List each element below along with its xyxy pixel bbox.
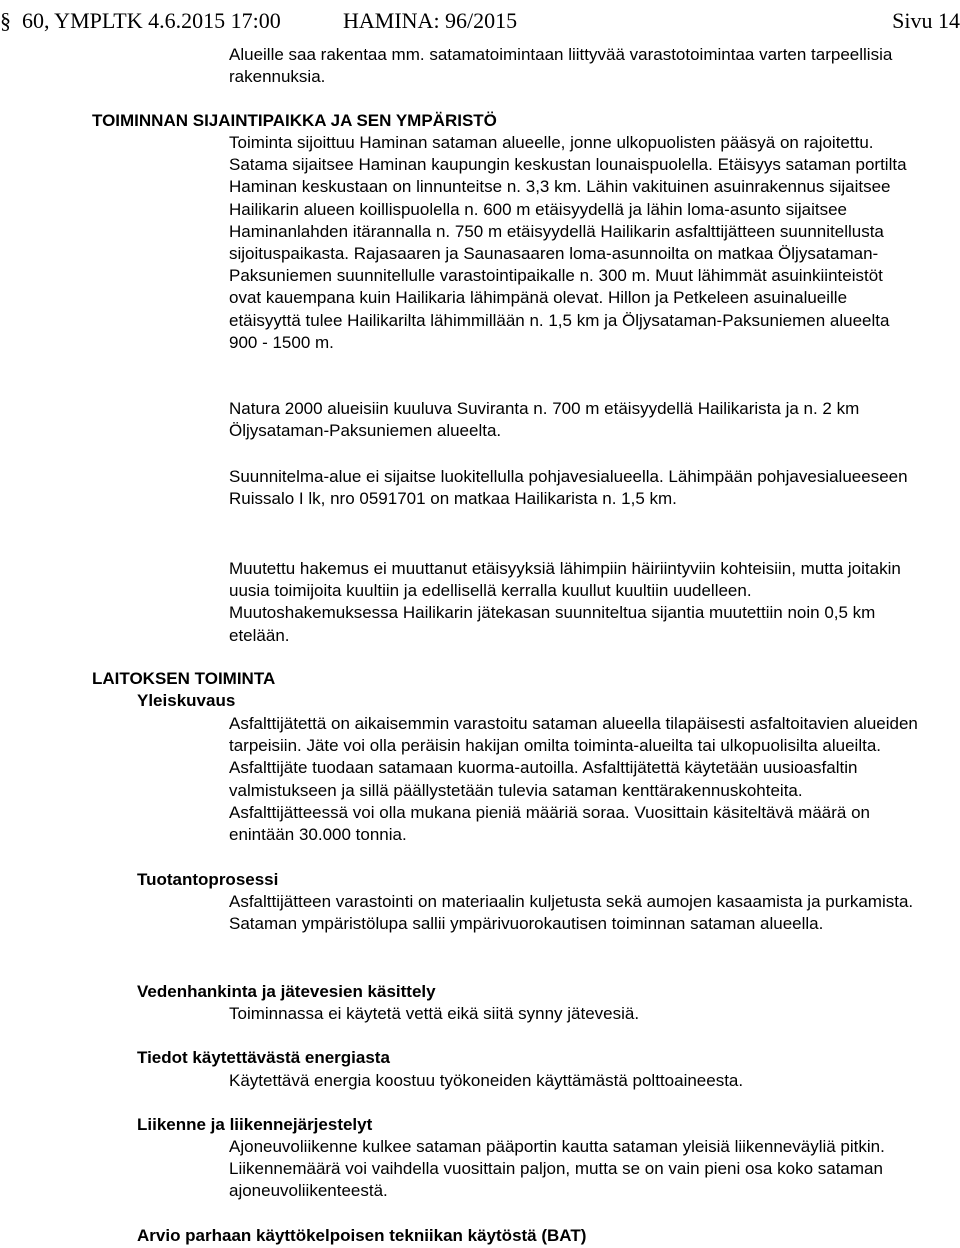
location-paragraph-2: Natura 2000 alueisiin kuuluva Suviranta n. 700 m etäisyydellä Hailikarista ja n. 2 km Öljysataman-Paksuniemen alueelta. [229,399,860,441]
meeting-reference: 60, YMPLTK 4.6.2015 17:00 [22,8,281,33]
location-paragraph-1: Toiminta sijoittuu Haminan sataman alueelle, jonne ulkopuolisten pääsyä on rajoitettu. Satama sijaitsee Haminan kaupungin keskustan lounaispuolella. Etäisyys sataman portilta Haminan keskustaan on linnunteitse n. 3,3 km. Lähin vakituinen asuinrakennus sijaitsee Hailikarin alueen koillispuolella n. 600 m etäisyydellä ja lähin loma-asunto sijaitsee Haminanlahden itärannalla n. 750 m etäisyydellä Hailikarin asfalttijätteen suunnitellusta sijoituspaikasta. Rajasaaren ja Saunasaaren loma-asunnoilta on matkaa Öljysataman-Paksuniemen suunnitellulle varastointipaikalle n. 300 m. Muut lähimmät asuinkiinteistöt ovat kauempana kuin Hailikaria lähimpänä olevat. Hillon ja Petkeleen asuinalueille etäisyyttä tulee Hailikarilta lähimmillään n. 1,5 km ja Öljysataman-Paksuniemen alueelta 900 - 1500 m. [229,133,907,352]
location-paragraph-3: Suunnitelma-alue ei sijaitse luokitellulla pohjavesialueella. Lähimpään pohjavesialueeseen Ruissalo I lk, nro 0591701 on matkaa Hailikarista n. 1,5 km. [229,467,908,509]
energy-heading: Tiedot käytettävästä energiasta [137,1048,390,1067]
location-paragraph-4: Muutettu hakemus ei muuttanut etäisyyksiä lähimpiin häiriintyviin kohteisiin, mutta joitakin uusia toimijoita kuultiin ja edellisellä kerralla kuullut kuultiin uudelleen. Muutoshakemuksessa Hailikarin jätekasan suunniteltua sijantia muutettiin noin 0,5 km etelään. [229,559,901,645]
traffic-paragraph: Ajoneuvoliikenne kulkee sataman pääportin kautta sataman yleisiä liikenneväyliä pitkin. Liikennemäärä voi vaihdella vuosittain paljon, mutta se on vain pieni osa koko sataman ajoneuvoliikenteestä. [229,1137,885,1201]
energy-paragraph: Käytettävä energia koostuu työkoneiden käyttämästä polttoaineesta. [229,1071,744,1090]
overview-paragraph: Asfalttijätettä on aikaisemmin varastoitu sataman alueella tilapäisesti asfaltoitavien alueiden tarpeisiin. Jäte voi olla peräisin hakijan omilta toiminta-alueilta tai ulkopuolisilta alueilta. Asfalttijäte tuodaan satamaan kuorma-autoilla. Asfalttijätettä käytetään uusioasfaltin valmistukseen ja sillä päällystetään tulevia sataman kenttärakennuskohteita. Asfalttijätteessä voi olla mukana pieniä määriä soraa. Vuosittain käsiteltävä määrä on enintään 30.000 tonnia. [229,714,918,845]
process-paragraph: Asfalttijätteen varastointi on materiaalin kuljetusta sekä aumojen kasaamista ja purkamista. Sataman ympäristölupa sallii ympärivuorokautisen toiminnan sataman alueella. [229,892,914,934]
water-paragraph: Toiminnassa ei käytetä vettä eikä siitä synny jätevesiä. [229,1004,640,1023]
overview-heading: Yleiskuvaus [137,691,236,710]
intro-paragraph: Alueille saa rakentaa mm. satamatoimintaan liittyvää varastotoimintaa varten tarpeellisia rakennuksia. [229,45,893,87]
bat-heading: Arvio parhaan käyttökelpoisen tekniikan käytöstä (BAT) [137,1226,587,1245]
operation-heading: LAITOKSEN TOIMINTA [92,669,276,688]
section-mark: § [0,8,11,33]
water-heading: Vedenhankinta ja jätevesien käsittely [137,982,436,1001]
page-header [0,6,960,36]
page-number: Sivu 14 [892,8,960,33]
location-heading: TOIMINNAN SIJAINTIPAIKKA JA SEN YMPÄRISTÖ [92,111,497,130]
traffic-heading: Liikenne ja liikennejärjestelyt [137,1115,373,1134]
case-number: HAMINA: 96/2015 [343,8,518,33]
process-heading: Tuotantoprosessi [137,870,279,889]
